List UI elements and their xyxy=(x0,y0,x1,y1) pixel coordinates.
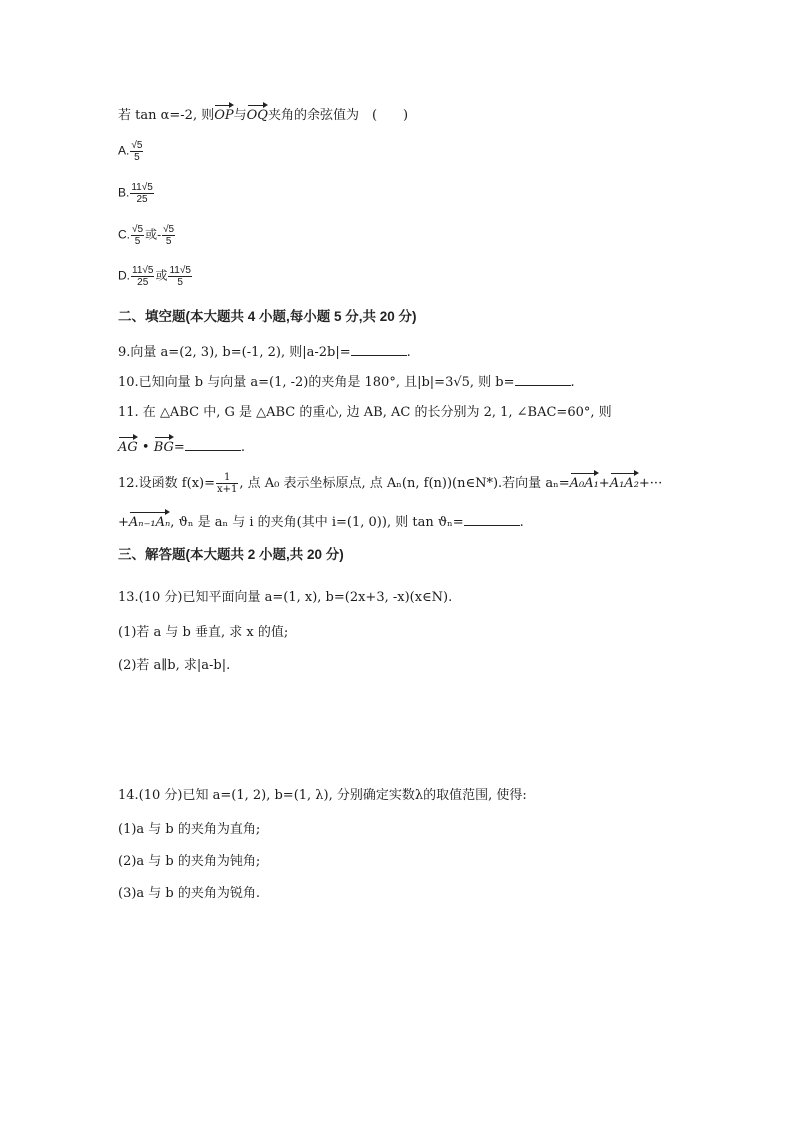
vector-a1a2: A₁A₂ xyxy=(610,472,639,493)
vector-oq: OQ xyxy=(247,104,268,125)
equals: = xyxy=(173,440,185,455)
option-letter: D. xyxy=(118,268,130,283)
fraction xyxy=(131,224,144,247)
vector-an1an: Aₙ₋₁Aₙ xyxy=(129,511,170,532)
fraction xyxy=(168,265,191,288)
q9-text: a=(2, 3), b=(-1, 2), 则|a-2b|= xyxy=(160,345,351,360)
q11-line2 xyxy=(118,436,245,457)
fraction xyxy=(130,140,143,163)
q12-end: . xyxy=(519,515,524,530)
q12-line2 xyxy=(118,511,524,532)
dot-operator: • xyxy=(137,440,154,455)
q11-end: . xyxy=(240,440,245,455)
q10-text: 10.已知向量 b 与向量 a=(1, -2)的夹角是 180°, 且|b|=3√5, 则 b= xyxy=(118,375,515,390)
denominator: 5 xyxy=(134,152,140,163)
numerator: 11√5 xyxy=(131,182,153,193)
denominator: 25 xyxy=(137,277,149,288)
q9-end: . xyxy=(406,345,411,360)
q10 xyxy=(118,373,575,392)
q14-part3: (3)a 与 b 的夹角为锐角. xyxy=(118,886,261,901)
denominator: 25 xyxy=(136,194,148,205)
option-letter: C. xyxy=(118,227,130,242)
denominator: x+1 xyxy=(217,484,238,495)
q12-mid: , 点 A₀ 表示坐标原点, 点 Aₙ(n, f(n))(n∈N*).若向量 aₙ= xyxy=(239,476,570,491)
q13-part2: (2)若 a∥b, 求|a-b|. xyxy=(118,658,231,673)
option-letter: A. xyxy=(118,143,130,158)
numerator: 11√5 xyxy=(132,265,154,276)
q8-pre: 若 tan α=-2, 则 xyxy=(118,108,215,123)
option-d xyxy=(118,265,193,288)
q11-text: 11. 在 △ABC 中, G 是 △ABC 的重心, 边 AB, AC 的长分别为 2, 1, ∠BAC=60°, 则 xyxy=(118,405,612,420)
vector-op: OP xyxy=(214,104,233,125)
answer-blank[interactable] xyxy=(185,438,241,451)
q14-part1: (1)a 与 b 的夹角为直角; xyxy=(118,822,261,837)
q13-part1: (1)若 a 与 b 垂直, 求 x 的值; xyxy=(118,625,289,640)
option-letter: B. xyxy=(118,185,130,200)
fraction xyxy=(216,472,238,495)
plus: + xyxy=(118,515,129,530)
vector-a0a1: A₀A₁ xyxy=(570,472,599,493)
denominator: 5 xyxy=(165,236,172,247)
q10-end: . xyxy=(570,375,575,390)
or-text: 或- xyxy=(145,227,162,242)
plus-ellipsis: +··· xyxy=(638,476,663,491)
q14-part2: (2)a 与 b 的夹角为钝角; xyxy=(118,854,261,869)
numerator: 1 xyxy=(216,472,238,484)
q14-stem: 14.(10 分)已知 a=(1, 2), b=(1, λ), 分别确定实数λ的取值范围, 使得: xyxy=(118,788,527,803)
q8-stem xyxy=(118,104,408,125)
q11-line1 xyxy=(118,404,612,422)
numerator: √5 xyxy=(131,140,143,151)
fraction xyxy=(162,224,175,247)
q8-mid: 与 xyxy=(233,108,247,123)
denominator: 5 xyxy=(177,277,183,288)
section-solution-heading: 三、解答题(本大题共 2 小题,共 20 分) xyxy=(118,547,344,562)
section-fill-blank-heading: 二、填空题(本大题共 4 小题,每小题 5 分,共 20 分) xyxy=(118,309,417,324)
q9 xyxy=(118,343,411,362)
option-c xyxy=(118,224,176,247)
q13-stem: 13.(10 分)已知平面向量 a=(1, x), b=(2x+3, -x)(x∈N). xyxy=(118,590,453,605)
numerator: 11√5 xyxy=(169,265,191,276)
answer-blank[interactable] xyxy=(351,343,407,356)
vector-bg: BG xyxy=(154,436,174,457)
q12-line1 xyxy=(118,472,662,495)
plus: + xyxy=(598,476,610,491)
option-a xyxy=(118,140,144,163)
vector-ag: AG xyxy=(118,436,138,457)
numerator: √5 xyxy=(132,224,144,235)
fraction xyxy=(131,265,154,288)
q12-post: , ϑₙ 是 aₙ 与 i 的夹角(其中 i=(1, 0)), 则 tan ϑₙ= xyxy=(170,515,464,530)
q8-post: 夹角的余弦值为 ( ) xyxy=(267,108,409,123)
q12-pre: 12.设函数 f(x)= xyxy=(118,476,215,491)
answer-blank[interactable] xyxy=(515,373,571,386)
answer-blank[interactable] xyxy=(464,513,520,526)
q9-prefix: 9.向量 xyxy=(118,345,161,360)
denominator: 5 xyxy=(134,236,141,247)
or-text: 或 xyxy=(155,268,168,283)
numerator: √5 xyxy=(163,224,175,235)
option-b xyxy=(118,182,155,205)
fraction xyxy=(130,182,153,205)
